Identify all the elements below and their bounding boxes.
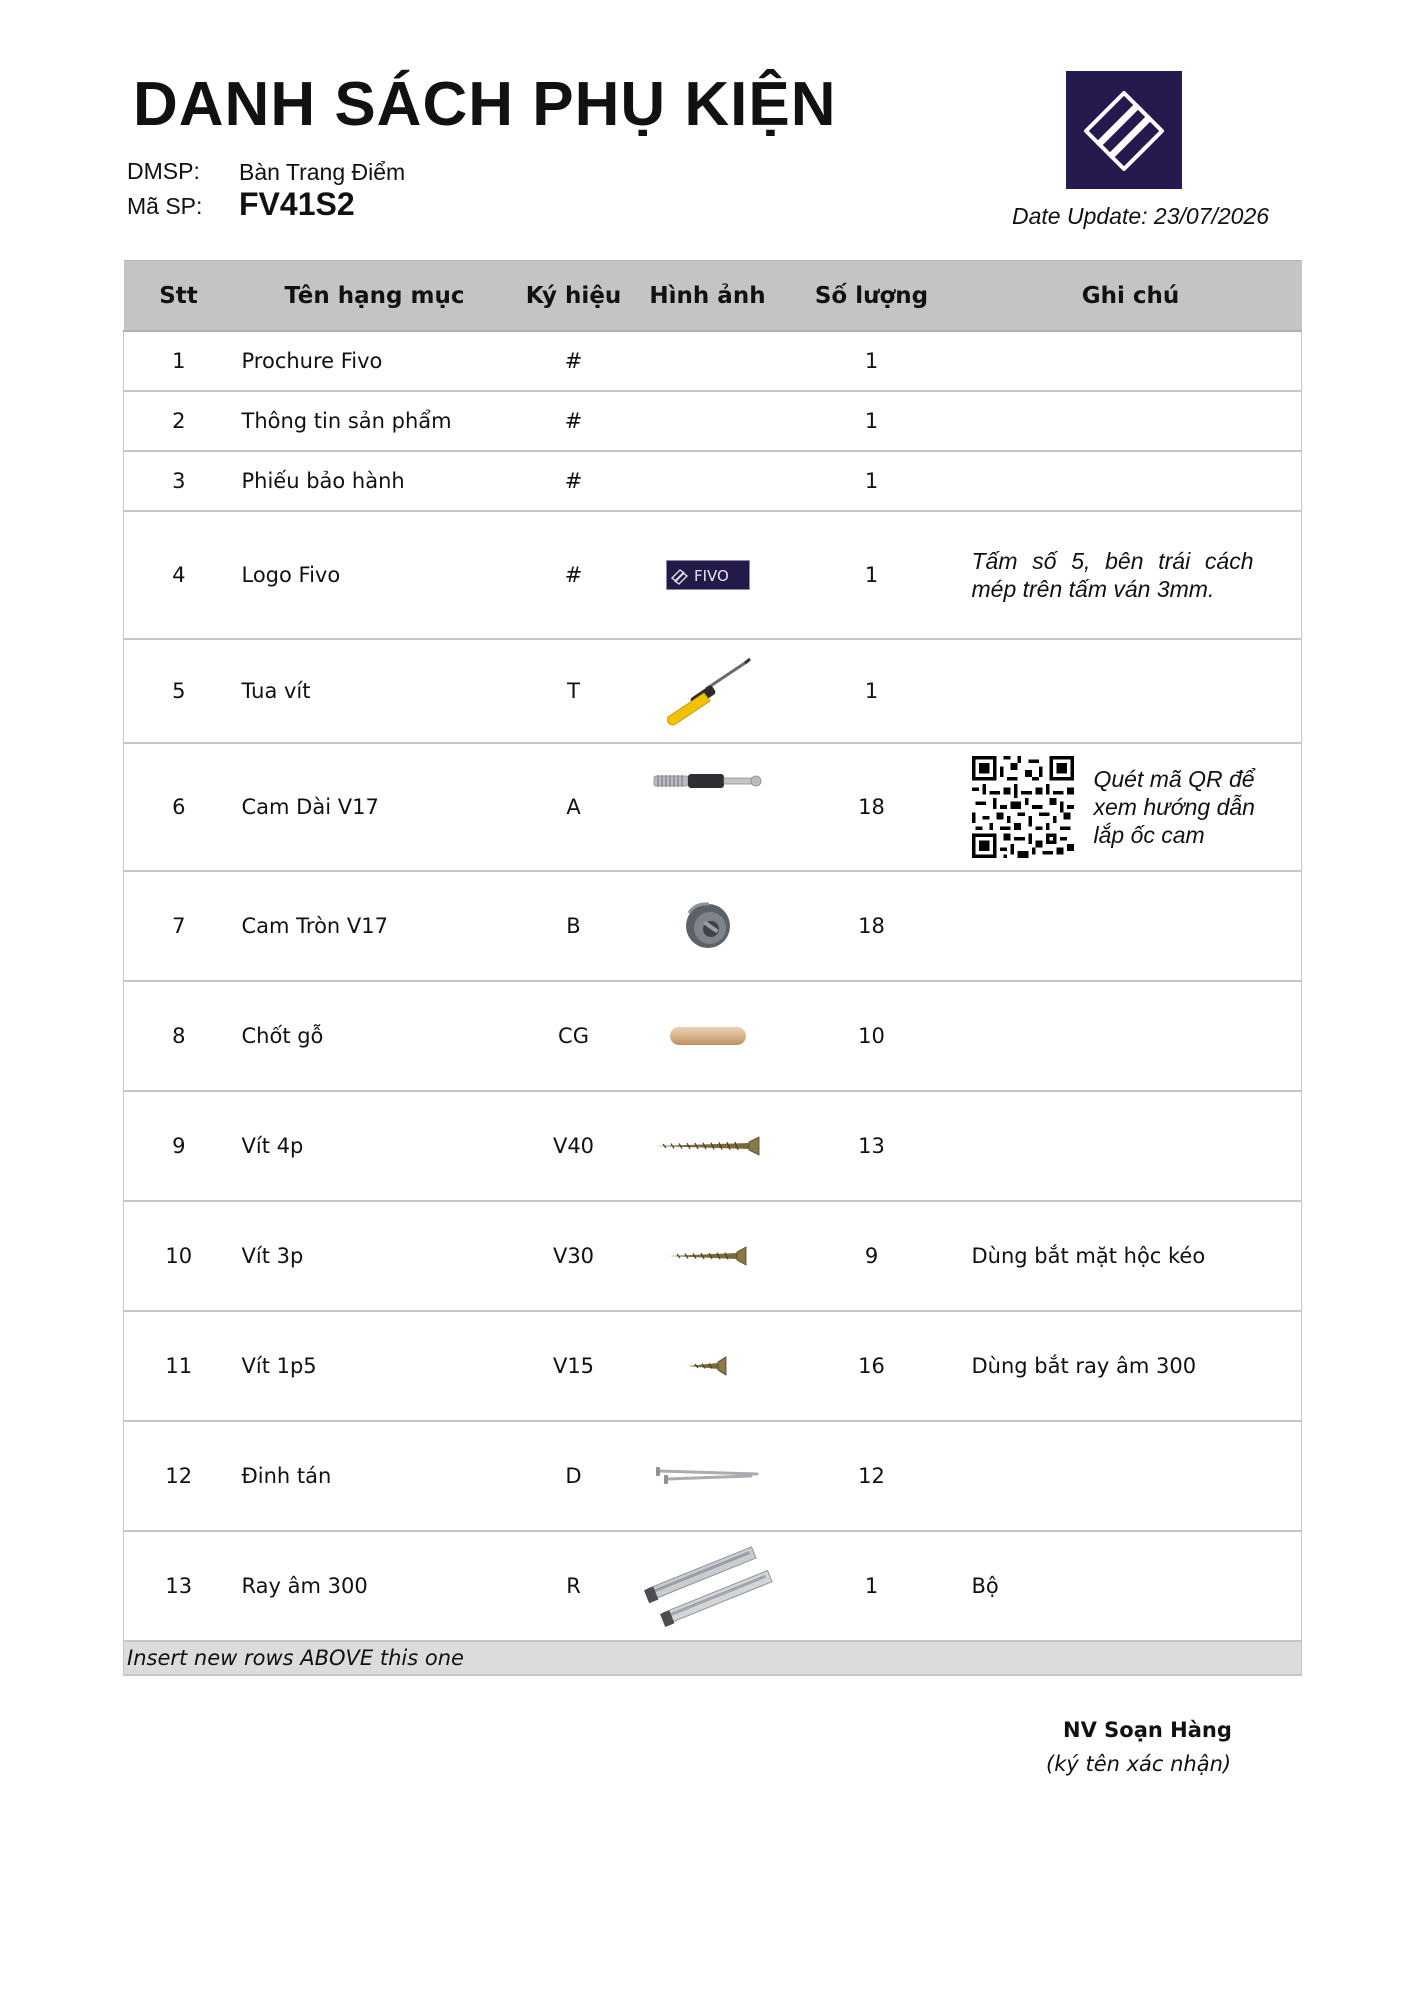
- insert-rows-hint: Insert new rows ABOVE this one: [124, 1641, 1302, 1675]
- row-stt: 1: [124, 331, 234, 391]
- row-code: CG: [516, 981, 632, 1091]
- row-name: Vít 4p: [234, 1091, 516, 1201]
- header-note: Ghi chú: [960, 261, 1302, 332]
- row-qty: 12: [784, 1421, 960, 1531]
- row-qty: 1: [784, 451, 960, 511]
- header-stt: Stt: [124, 261, 234, 332]
- row-stt: 4: [124, 511, 234, 639]
- row-name: Cam Tròn V17: [234, 871, 516, 981]
- row-image: [632, 743, 784, 871]
- table-row: [124, 1201, 1302, 1311]
- row-qty: 18: [784, 871, 960, 981]
- wooden-dowel-icon: [669, 1025, 747, 1047]
- round-cam-lock-icon: [681, 899, 735, 953]
- row-stt: 8: [124, 981, 234, 1091]
- row-code: #: [516, 451, 632, 511]
- header-image: Hình ảnh: [632, 261, 784, 332]
- table-row: [124, 331, 1302, 391]
- row-stt: 5: [124, 639, 234, 743]
- row-stt: 10: [124, 1201, 234, 1311]
- table-row: [124, 743, 1302, 871]
- row-note: [960, 391, 1302, 451]
- table-row: [124, 451, 1302, 511]
- signature-subtitle: (ký tên xác nhận): [1046, 1752, 1232, 1776]
- masp-value: FV41S2: [239, 186, 355, 222]
- table-row: [124, 639, 1302, 743]
- dmsp-value: Bàn Trang Điểm: [239, 159, 406, 185]
- row-stt: 7: [124, 871, 234, 981]
- nails-icon: [653, 1463, 763, 1489]
- row-qty: 1: [784, 1531, 960, 1641]
- brand-logo-icon: [1066, 71, 1182, 189]
- row-note: Bộ: [960, 1531, 1302, 1641]
- drawer-rail-icon: [641, 1544, 775, 1628]
- row-image: [632, 639, 784, 743]
- row-note: [960, 451, 1302, 511]
- table-header-row: [124, 261, 1302, 332]
- row-note: [960, 1421, 1302, 1531]
- table-row: [124, 1531, 1302, 1641]
- row-code: B: [516, 871, 632, 981]
- row-name: Chốt gỗ: [234, 981, 516, 1091]
- screw-40-icon: [653, 1135, 763, 1157]
- row-stt: 2: [124, 391, 234, 451]
- dmsp-label: DMSP:: [127, 158, 200, 184]
- row-name: Logo Fivo: [234, 511, 516, 639]
- row-qty: 1: [784, 331, 960, 391]
- row-name: Ray âm 300: [234, 1531, 516, 1641]
- table-row: [124, 1421, 1302, 1531]
- row-qty: 1: [784, 639, 960, 743]
- table-row: [124, 511, 1302, 639]
- header-name: Tên hạng mục: [234, 261, 516, 332]
- row-image: [632, 1311, 784, 1421]
- row-image: [632, 511, 784, 639]
- row-code: #: [516, 391, 632, 451]
- row-code: #: [516, 511, 632, 639]
- row-name: Phiếu bảo hành: [234, 451, 516, 511]
- row-code: V40: [516, 1091, 632, 1201]
- row-name: Vít 1p5: [234, 1311, 516, 1421]
- row-code: V15: [516, 1311, 632, 1421]
- row-stt: 11: [124, 1311, 234, 1421]
- date-update: Date Update: 23/07/2026: [1012, 203, 1270, 229]
- svg-text:FIVO: FIVO: [693, 567, 729, 585]
- signature-title: NV Soạn Hàng: [1063, 1718, 1232, 1742]
- row-name: Prochure Fivo: [234, 331, 516, 391]
- row-image: [632, 981, 784, 1091]
- table-row: [124, 871, 1302, 981]
- row-image: [632, 1201, 784, 1311]
- fivo-logo-plate-icon: [666, 560, 750, 590]
- row-note: [960, 981, 1302, 1091]
- row-stt: 12: [124, 1421, 234, 1531]
- row-name: Tua vít: [234, 639, 516, 743]
- row-note: Dùng bắt ray âm 300: [960, 1311, 1302, 1421]
- table-row: [124, 1091, 1302, 1201]
- row-qty: 10: [784, 981, 960, 1091]
- row-qty: 1: [784, 391, 960, 451]
- row-code: T: [516, 639, 632, 743]
- row-note-text: Tấm số 5, bên trái cách mép trên tấm ván 3mm.: [971, 548, 1254, 602]
- row-note-text: Quét mã QR để xem hướng dẫn lắp ốc cam: [1093, 766, 1255, 848]
- screwdriver-icon: [660, 655, 756, 727]
- row-qty: 16: [784, 1311, 960, 1421]
- row-code: A: [516, 743, 632, 871]
- screw-15-icon: [686, 1355, 730, 1377]
- page-title: DANH SÁCH PHỤ KIỆN: [133, 70, 837, 139]
- header-code: Ký hiệu: [516, 261, 632, 332]
- row-image: [632, 331, 784, 391]
- screw-30-icon: [667, 1245, 749, 1267]
- row-note: Dùng bắt mặt hộc kéo: [960, 1201, 1302, 1311]
- table-row: [124, 391, 1302, 451]
- row-code: V30: [516, 1201, 632, 1311]
- row-image: [632, 391, 784, 451]
- row-name: Vít 3p: [234, 1201, 516, 1311]
- row-image: [632, 871, 784, 981]
- row-stt: 13: [124, 1531, 234, 1641]
- row-code: #: [516, 331, 632, 391]
- row-note: [960, 871, 1302, 981]
- row-image: [632, 1531, 784, 1641]
- qr-code-icon: [972, 756, 1074, 858]
- row-name: Đinh tán: [234, 1421, 516, 1531]
- row-image: [632, 451, 784, 511]
- row-note: [960, 1091, 1302, 1201]
- row-qty: 9: [784, 1201, 960, 1311]
- masp-label: Mã SP:: [127, 193, 203, 219]
- table-row: [124, 981, 1302, 1091]
- row-note: [960, 331, 1302, 391]
- row-code: R: [516, 1531, 632, 1641]
- row-image: [632, 1091, 784, 1201]
- row-qty: 13: [784, 1091, 960, 1201]
- row-note: [960, 743, 1302, 871]
- row-name: Thông tin sản phẩm: [234, 391, 516, 451]
- row-stt: 9: [124, 1091, 234, 1201]
- row-qty: 1: [784, 511, 960, 639]
- table-row: [124, 1311, 1302, 1421]
- header-qty: Số lượng: [784, 261, 960, 332]
- row-code: D: [516, 1421, 632, 1531]
- row-qty: 18: [784, 743, 960, 871]
- row-note: [960, 511, 1302, 639]
- row-note: [960, 639, 1302, 743]
- row-stt: 3: [124, 451, 234, 511]
- table-footer-row: [124, 1641, 1302, 1675]
- row-stt: 6: [124, 743, 234, 871]
- accessories-table: [123, 260, 1302, 1676]
- long-cam-bolt-icon: [652, 770, 764, 792]
- row-name: Cam Dài V17: [234, 743, 516, 871]
- row-image: [632, 1421, 784, 1531]
